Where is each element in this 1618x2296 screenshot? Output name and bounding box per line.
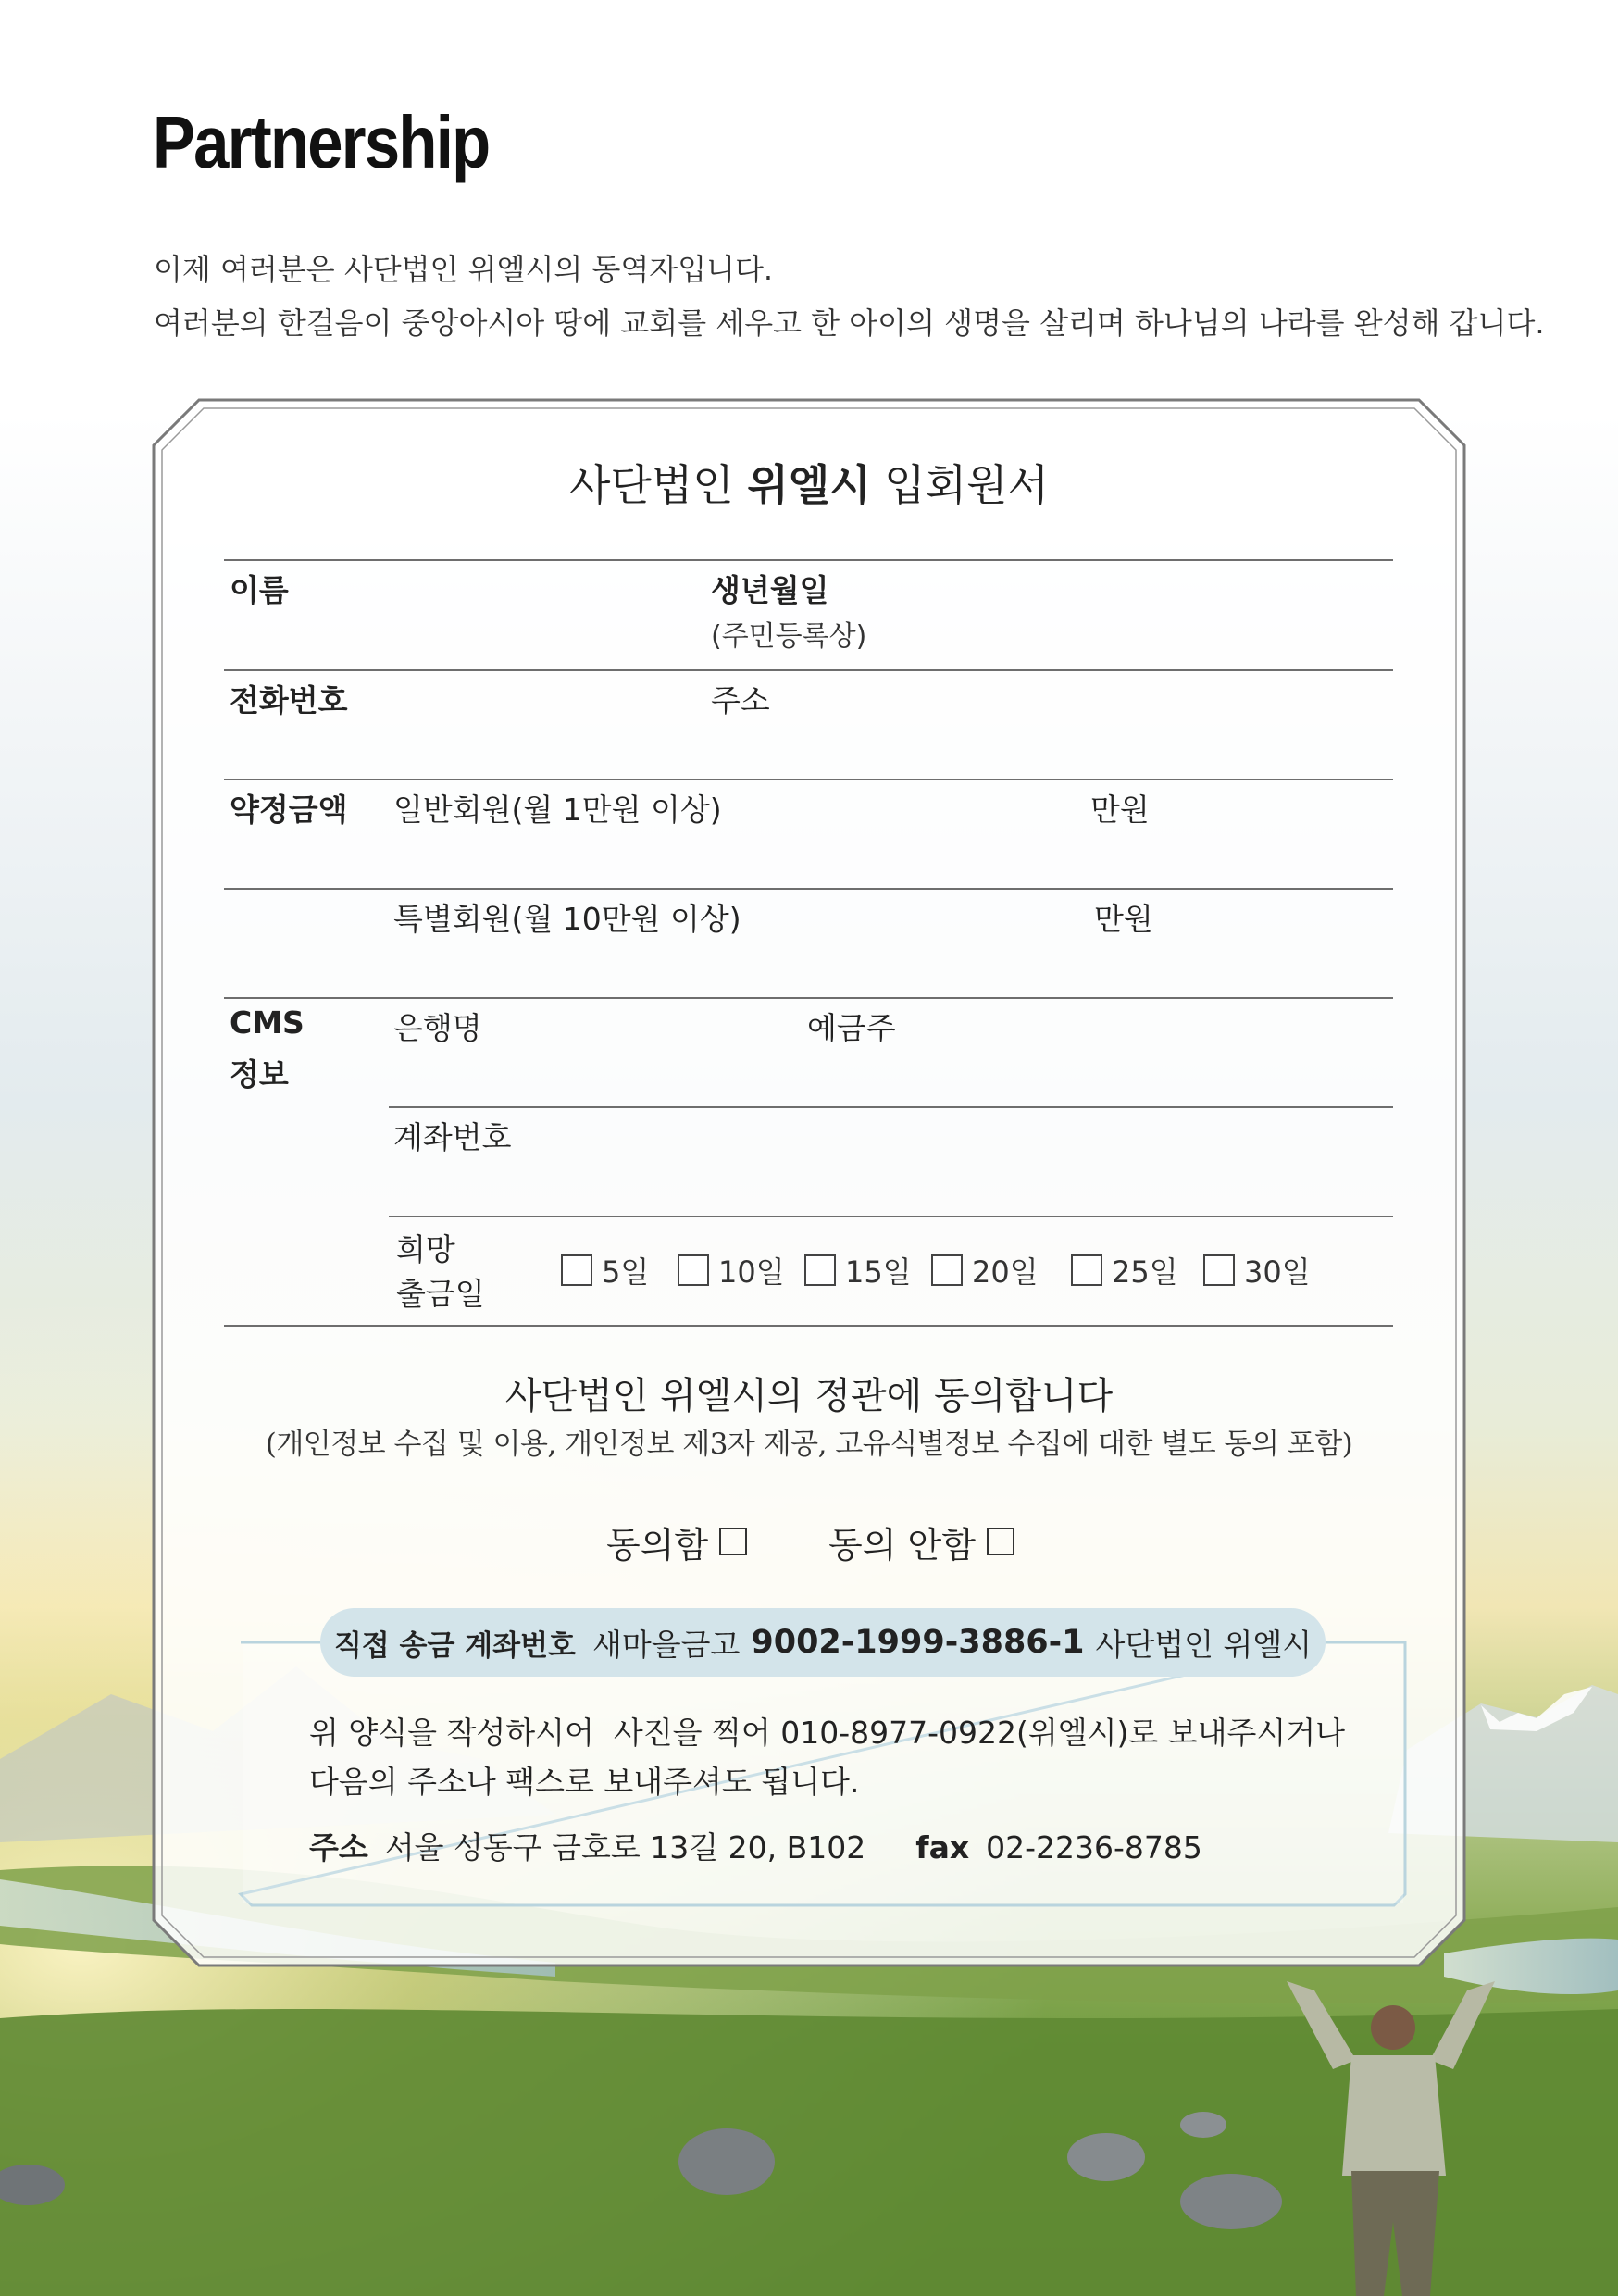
instruction-line: 위 양식을 작성하시어 사진을 찍어 010-8977-0922(위엘시)로 보내주시거나 (309, 1715, 1346, 1751)
special-member-option: 특별회원(월 10만원 이상) (393, 901, 741, 937)
contact-address-row (309, 1824, 1202, 1867)
form-title (0, 452, 1618, 513)
intro-line: 여러분의 한걸음이 중앙아시아 땅에 교회를 세우고 한 아이의 생명을 살리며 하나님의 나라를 완성해 갑니다. (154, 306, 1545, 341)
instruction-line: 다음의 주소나 팩스로 보내주셔도 됩니다. (309, 1764, 860, 1800)
disagree-label: 동의 안함 (828, 1524, 976, 1566)
bank-name-label: 은행명 (393, 1010, 482, 1046)
row-divider (224, 779, 1393, 780)
checkbox-icon (1071, 1254, 1102, 1286)
direct-transfer-account-banner (320, 1608, 1326, 1677)
cms-label-line1: CMS (230, 1004, 305, 1041)
row-divider (224, 997, 1393, 999)
transfer-account-holder: 사단법인 위엘시 (1095, 1626, 1313, 1663)
intro-line: 이제 여러분은 사단법인 위엘시의 동역자입니다. (154, 252, 774, 287)
withdraw-day-label: 30일 (1244, 1254, 1311, 1290)
checkbox-icon (804, 1254, 836, 1286)
checkbox-icon (561, 1254, 592, 1286)
form-title-suffix: 입회원서 (884, 460, 1050, 510)
row-divider (389, 1216, 1393, 1217)
row-divider (224, 669, 1393, 671)
withdraw-day-25-checkbox[interactable] (1071, 1253, 1178, 1288)
checkbox-icon (719, 1528, 747, 1555)
checkbox-icon (1203, 1254, 1235, 1286)
cms-label-line2: 정보 (230, 1056, 289, 1092)
direct-transfer-label: 직접 송금 계좌번호 (333, 1628, 576, 1663)
checkbox-icon (678, 1254, 709, 1286)
mail-address-value: 서울 성동구 금호로 13길 20, B102 (384, 1829, 866, 1866)
account-number-label: 계좌번호 (393, 1119, 512, 1155)
general-member-option: 일반회원(월 1만원 이상) (393, 792, 722, 828)
birthdate-sublabel: (주민등록상) (711, 620, 867, 653)
checkbox-icon (931, 1254, 963, 1286)
row-divider (224, 1325, 1393, 1327)
agree-checkbox[interactable] (606, 1518, 747, 1565)
withdraw-day-label: 25일 (1112, 1254, 1178, 1290)
birthdate-label: 생년월일 (711, 572, 829, 608)
name-label: 이름 (230, 572, 289, 608)
disagree-checkbox[interactable] (828, 1518, 1014, 1565)
withdraw-day-30-checkbox[interactable] (1203, 1253, 1311, 1288)
form-title-org: 위엘시 (747, 460, 871, 510)
checkbox-icon (987, 1528, 1014, 1555)
withdraw-date-label-line1: 희망 (396, 1231, 455, 1267)
withdraw-day-label: 20일 (972, 1254, 1039, 1290)
row-divider (224, 559, 1393, 561)
withdraw-day-label: 15일 (845, 1254, 912, 1290)
withdraw-day-label: 10일 (718, 1254, 785, 1290)
mail-address-label: 주소 (309, 1829, 368, 1866)
privacy-consent-note: (개인정보 수집 및 이용, 개인정보 제3자 제공, 고유식별정보 수집에 대한 별도 동의 포함) (265, 1428, 1353, 1461)
fax-number: 02-2236-8785 (986, 1829, 1202, 1866)
account-holder-label: 예금주 (807, 1010, 896, 1046)
special-member-unit: 만원 (1094, 901, 1153, 937)
withdraw-date-label-line2: 출금일 (396, 1276, 485, 1312)
form-title-prefix: 사단법인 (568, 460, 734, 510)
withdraw-day-15-checkbox[interactable] (804, 1253, 912, 1288)
row-divider (389, 1106, 1393, 1108)
withdraw-day-5-checkbox[interactable] (561, 1253, 649, 1288)
transfer-account-number: 9002-1999-3886-1 (751, 1624, 1085, 1661)
agree-label: 동의함 (606, 1524, 709, 1566)
withdraw-day-label: 5일 (602, 1254, 650, 1290)
transfer-bank-name: 새마을금고 (591, 1626, 741, 1663)
phone-label: 전화번호 (230, 682, 348, 718)
address-label: 주소 (711, 682, 770, 718)
pledge-amount-label: 약정금액 (230, 792, 348, 828)
withdraw-day-20-checkbox[interactable] (931, 1253, 1039, 1288)
fax-label: fax (915, 1829, 970, 1866)
general-member-unit: 만원 (1090, 792, 1150, 828)
withdraw-day-10-checkbox[interactable] (678, 1253, 785, 1288)
page-title: Partnership (153, 101, 490, 183)
row-divider (224, 888, 1393, 890)
bylaws-agreement-heading: 사단법인 위엘시의 정관에 동의합니다 (504, 1375, 1114, 1417)
submission-instructions (309, 1708, 1345, 1806)
